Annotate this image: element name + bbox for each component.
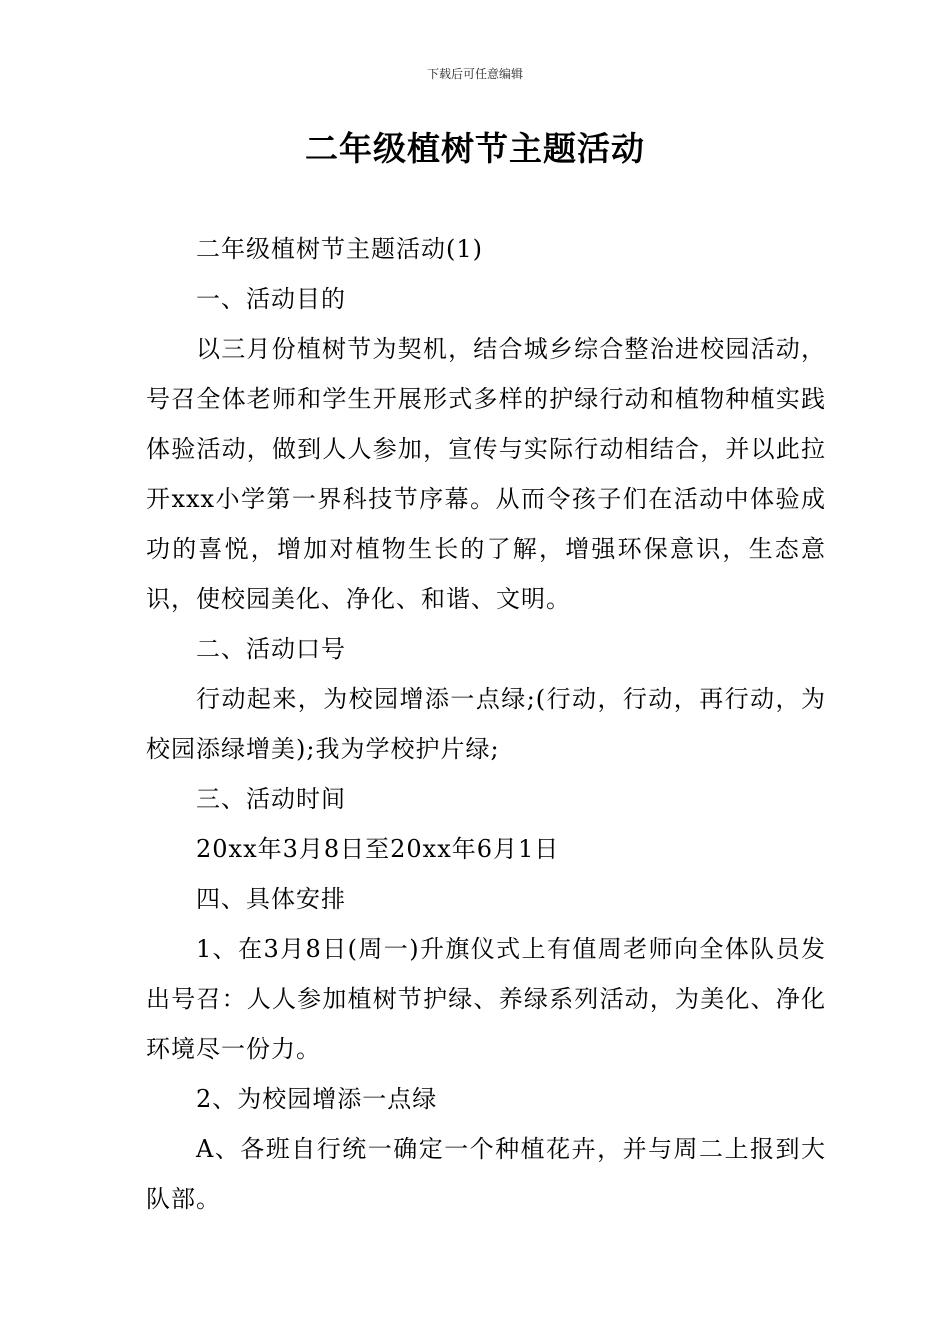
section-subtitle: 二年级植树节主题活动(1) [196, 235, 483, 263]
paragraph-time: 20xx年3月8日至20xx年6月1日 [196, 835, 560, 863]
paragraph-arrangement-2: 2、为校园增添一点绿 [196, 1085, 438, 1113]
document-body [146, 224, 826, 1224]
paragraph-arrangement-a: A、各班自行统一确定一个种植花卉，并与周二上报到大队部。 [146, 1135, 826, 1213]
paragraph-arrangement-1: 1、在3月8日(周一)升旗仪式上有值周老师向全体队员发出号召：人人参加植树节护绿、养绿系列活动，为美化、净化环境尽一份力。 [146, 935, 826, 1063]
heading-time: 三、活动时间 [196, 785, 346, 813]
paragraph-purpose: 以三月份植树节为契机，结合城乡综合整治进校园活动，号召全体老师和学生开展形式多样的护绿行动和植物种植实践体验活动，做到人人参加，宣传与实际行动相结合，并以此拉开xxx小学第一界科技节序幕。从而令孩子们在活动中体验成功的喜悦，增加对植物生长的了解，增强环保意识，生态意识，使校园美化、净化、和谐、文明。 [146, 335, 826, 613]
heading-slogan: 二、活动口号 [196, 635, 346, 663]
paragraph-slogan: 行动起来，为校园增添一点绿;(行动，行动，再行动，为校园添绿增美);我为学校护片绿; [146, 685, 826, 763]
document-title: 二年级植树节主题活动 [305, 129, 645, 168]
heading-purpose: 一、活动目的 [196, 285, 346, 313]
header-note: 下载后可任意编辑 [426, 67, 523, 81]
heading-arrangement: 四、具体安排 [196, 885, 346, 913]
